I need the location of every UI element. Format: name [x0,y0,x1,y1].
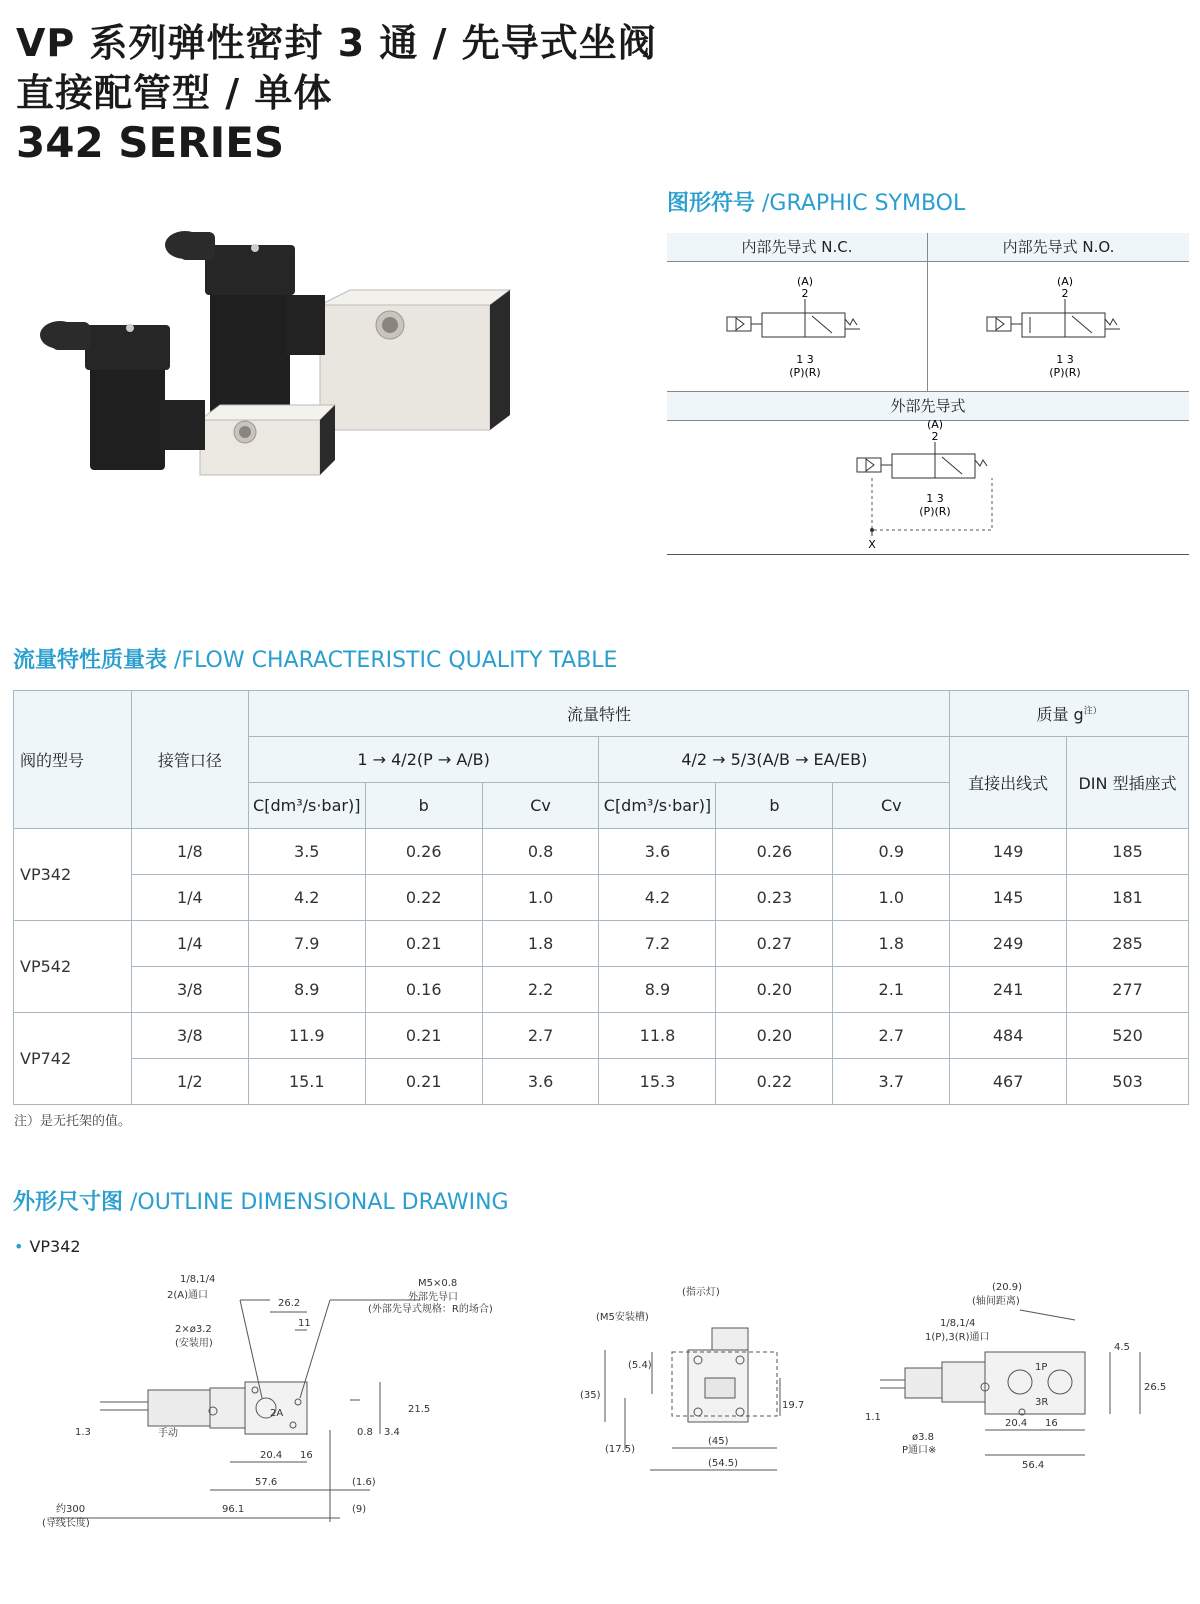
dim-16b: 16 [1045,1418,1058,1429]
label-pitch-note: (轴间距离) [972,1296,1020,1307]
outline-drawing [0,1274,1200,1590]
dim-57-6: 57.6 [255,1477,278,1488]
cell-cv1: 2.7 [482,1013,599,1059]
label-hole-use: (安装用) [175,1338,213,1349]
dim-11: 11 [298,1318,311,1329]
symbol-nc-port-a: (A) [796,275,814,288]
symbol-title-no: 内部先导式 N.O. [928,233,1189,262]
dim-26-2: 26.2 [278,1298,301,1309]
cell-c2: 15.3 [599,1059,716,1105]
table-row [14,1013,1189,1059]
cell-b1: 0.16 [365,967,482,1013]
cell-din: 277 [1067,967,1189,1013]
cell-b2: 0.22 [716,1059,833,1105]
dim-0-8: 0.8 [357,1427,373,1438]
symbol-ext-port-nums: 1 3 [926,492,944,505]
cell-direct: 145 [950,875,1067,921]
cell-din: 185 [1067,829,1189,875]
label-manual: 手动 [158,1428,178,1439]
page-title-line1: VP 系列弹性密封 3 通 / 先导式坐阀 [16,21,657,65]
dim-3-4: 3.4 [384,1427,400,1438]
outline-model-label: • VP342 [14,1237,81,1256]
cell-b2: 0.20 [716,967,833,1013]
cell-c1: 3.5 [248,829,365,875]
cell-c2: 7.2 [599,921,716,967]
cell-cv1: 2.2 [482,967,599,1013]
symbol-ext-port-x: X [868,538,876,551]
symbol-ext-port-a: (A) [926,418,944,431]
label-hole: 2×ø3.2 [175,1324,212,1335]
col-head-din: DIN 型插座式 [1067,737,1189,829]
valve-large-illustration [165,231,510,430]
cell-cv2: 2.1 [833,967,950,1013]
col-head-direct: 直接出线式 [950,737,1067,829]
cell-b1: 0.21 [365,1059,482,1105]
cell-direct: 467 [950,1059,1067,1105]
cell-port: 3/8 [131,967,248,1013]
label-port-a-size: 1/8,1/4 [180,1274,216,1285]
graphic-symbol-panel [667,233,1189,555]
col-head-b2: b [716,783,833,829]
cell-cv1: 0.8 [482,829,599,875]
cell-direct: 484 [950,1013,1067,1059]
symbol-no-port-labels: (P)(R) [1049,366,1081,379]
symbol-no-port-nums: 1 3 [1056,353,1074,366]
cell-b2: 0.26 [716,829,833,875]
flow-characteristic-table [13,690,1189,1105]
symbol-title-nc: 内部先导式 N.C. [667,233,927,262]
outline-heading: 外形尺寸图 /OUTLINE DIMENSIONAL DRAWING [13,1190,509,1215]
cell-b2: 0.27 [716,921,833,967]
col-head-c1: C[dm³/s·bar)] [248,783,365,829]
symbol-nc-port-nums: 1 3 [796,353,814,366]
label-port-a: 2(A)通口 [167,1290,209,1301]
dim-1-6: (1.6) [352,1477,376,1488]
dim-54-5: (54.5) [708,1458,739,1469]
dim-45: (45) [708,1436,729,1447]
cell-cv2: 1.8 [833,921,950,967]
cell-cv2: 1.0 [833,875,950,921]
dim-16: 16 [300,1450,313,1461]
page-series-title: 342 SERIES [16,118,285,167]
page-title-line2: 直接配管型 / 单体 [16,71,333,115]
symbol-title-ext: 外部先导式 [667,392,1189,421]
table-footnote: 注）是无托架的值。 [14,1114,132,1129]
dim-17-5: (17.5) [605,1444,636,1455]
symbol-no-port-a-num: 2 [1061,287,1069,300]
symbol-ext-port-labels: (P)(R) [919,505,951,518]
cell-c2: 8.9 [599,967,716,1013]
graphic-symbol-heading: 图形符号 /GRAPHIC SYMBOL [667,191,966,216]
dim-96-1: 96.1 [222,1504,245,1515]
cell-b1: 0.21 [365,1013,482,1059]
cell-cv2: 3.7 [833,1059,950,1105]
dim-20-4b: 20.4 [1005,1418,1028,1429]
dim-19-7: 19.7 [782,1400,805,1411]
col-head-flow: 流量特性 [248,691,949,737]
symbol-nc-diagram [722,273,882,383]
cell-b1: 0.22 [365,875,482,921]
cell-c1: 15.1 [248,1059,365,1105]
cell-b1: 0.26 [365,829,482,875]
cell-port: 1/4 [131,875,248,921]
cell-port: 1/4 [131,921,248,967]
dim-20-4: 20.4 [260,1450,283,1461]
cell-din: 285 [1067,921,1189,967]
cell-direct: 149 [950,829,1067,875]
table-row [14,921,1189,967]
label-p-hole: ø3.8 [912,1432,935,1443]
cell-cv1: 1.0 [482,875,599,921]
dim-26-5: 26.5 [1144,1382,1167,1393]
cell-port: 3/8 [131,1013,248,1059]
col-head-b1: b [365,783,482,829]
cell-c1: 4.2 [248,875,365,921]
table-row [14,875,1189,921]
cell-c1: 7.9 [248,921,365,967]
label-pitch: (20.9) [992,1282,1023,1293]
col-head-cv2: Cv [833,783,950,829]
cell-din: 520 [1067,1013,1189,1059]
product-photo [30,220,510,480]
dim-5-4: (5.4) [628,1360,652,1371]
symbol-no-port-a: (A) [1056,275,1074,288]
cell-b2: 0.20 [716,1013,833,1059]
dim-4-5: 4.5 [1114,1342,1130,1353]
cell-b1: 0.21 [365,921,482,967]
label-3r: 3R [1035,1397,1049,1408]
label-2a: 2A [270,1408,284,1419]
cell-din: 181 [1067,875,1189,921]
label-indicator: (指示灯) [682,1287,720,1298]
col-head-dir1: 1 → 4/2(P → A/B) [248,737,599,783]
label-1p: 1P [1035,1362,1048,1373]
col-head-cv1: Cv [482,783,599,829]
symbol-ext-diagram [852,418,1012,550]
symbol-nc-port-labels: (P)(R) [789,366,821,379]
symbol-nc-port-a-num: 2 [801,287,809,300]
col-head-model: 阀的型号 [14,691,132,829]
col-head-mass: 质量 $g^{注)}$ [950,691,1189,737]
cell-model: VP342 [14,829,132,921]
cell-cv2: 2.7 [833,1013,950,1059]
cell-cv2: 0.9 [833,829,950,875]
cell-c2: 11.8 [599,1013,716,1059]
cell-b2: 0.23 [716,875,833,921]
cell-cv1: 1.8 [482,921,599,967]
cell-direct: 241 [950,967,1067,1013]
cell-c2: 4.2 [599,875,716,921]
dim-1-1: 1.1 [865,1412,881,1423]
flow-table-heading: 流量特性质量表 /FLOW CHARACTERISTIC QUALITY TABLE [13,648,618,673]
label-lead-note: (导线长度) [42,1518,90,1529]
dim-56-4: 56.4 [1022,1460,1045,1471]
dim-1-3: 1.3 [75,1427,91,1438]
cell-din: 503 [1067,1059,1189,1105]
symbol-no-diagram [982,273,1142,383]
cell-c2: 3.6 [599,829,716,875]
label-p-hole-note: P通口※ [902,1445,937,1456]
label-port-pr-size: 1/8,1/4 [940,1318,976,1329]
dim-35: (35) [580,1390,601,1401]
drawing-side-view [50,1300,420,1522]
col-head-dir2: 4/2 → 5/3(A/B → EA/EB) [599,737,950,783]
table-row [14,967,1189,1013]
label-m5: M5×0.8 [418,1278,458,1289]
cell-model: VP742 [14,1013,132,1105]
dim-9: (9) [352,1504,367,1515]
cell-c1: 8.9 [248,967,365,1013]
label-ext-pilot-note: (外部先导式规格：R的场合) [368,1304,493,1315]
label-lead-len: 约300 [56,1504,86,1515]
cell-model: VP542 [14,921,132,1013]
cell-port: 1/2 [131,1059,248,1105]
col-head-port: 接管口径 [131,691,248,829]
cell-c1: 11.9 [248,1013,365,1059]
cell-direct: 249 [950,921,1067,967]
label-port-pr: 1(P),3(R)通口 [925,1332,990,1343]
col-head-c2: C[dm³/s·bar)] [599,783,716,829]
table-row [14,1059,1189,1105]
dim-21-5: 21.5 [408,1404,431,1415]
label-ext-pilot: 外部先导口 [408,1292,458,1303]
cell-port: 1/8 [131,829,248,875]
symbol-ext-port-a-num: 2 [931,430,939,443]
cell-cv1: 3.6 [482,1059,599,1105]
table-row [14,829,1189,875]
label-m5-slot: (M5安装槽) [596,1312,649,1323]
